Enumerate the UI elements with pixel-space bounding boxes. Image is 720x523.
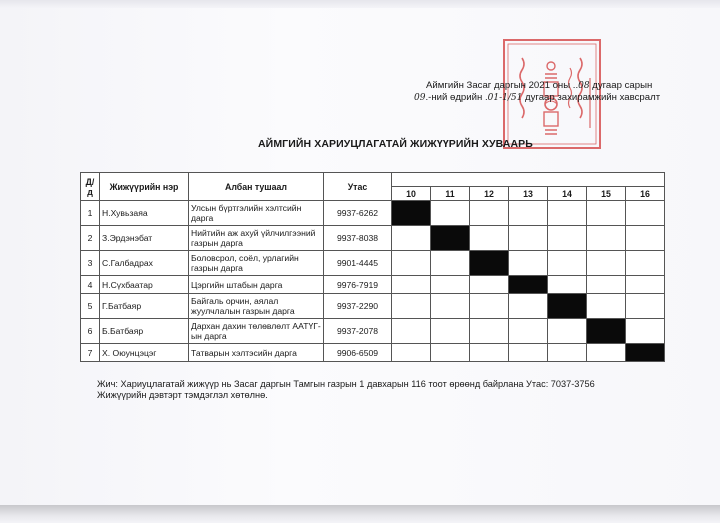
duty-day-cell (548, 251, 587, 276)
duty-officer-phone: 9937-8038 (324, 226, 392, 251)
scan-edge-top (0, 0, 720, 8)
col-header-day: 13 (509, 187, 548, 201)
scan-edge-bottom (0, 505, 720, 523)
table-row (81, 276, 665, 294)
duty-day-cell (548, 201, 587, 226)
duty-officer-position: Боловсрол, соёл, урлагийн газрын дарга (189, 251, 324, 276)
duty-day-cell (548, 319, 587, 344)
row-number: 1 (81, 201, 100, 226)
duty-day-cell (509, 251, 548, 276)
duty-officer-phone: 9937-2290 (324, 294, 392, 319)
duty-officer-phone: 9901-4445 (324, 251, 392, 276)
duty-day-cell (392, 251, 431, 276)
duty-day-cell (548, 276, 587, 294)
col-header-day: 12 (470, 187, 509, 201)
duty-officer-name: Н.Хувьзаяа (100, 201, 189, 226)
duty-day-cell (392, 344, 431, 362)
duty-day-cell (509, 226, 548, 251)
duty-officer-position: Байгаль орчин, аялал жуулчлалын газрын дарга (189, 294, 324, 319)
duty-day-cell (626, 294, 665, 319)
decree-attachment-note (414, 80, 661, 104)
duty-officer-name: С.Галбадрах (100, 251, 189, 276)
note-line-1: Аймгийн Засаг даргын 2021 оны ..08 дугаар сарын (426, 80, 653, 91)
row-number: 5 (81, 294, 100, 319)
table-row (81, 294, 665, 319)
handwritten-month: 08 (578, 81, 590, 91)
row-number: 7 (81, 344, 100, 362)
duty-day-cell-filled (548, 294, 587, 319)
duty-officer-phone: 9976-7919 (324, 276, 392, 294)
col-header-name: Жижүүрийн нэр (100, 173, 189, 201)
duty-officer-position: Нийтийн аж ахуй үйлчилгээний газрын дарга (189, 226, 324, 251)
duty-day-cell (626, 226, 665, 251)
duty-day-cell (587, 276, 626, 294)
duty-day-cell (392, 226, 431, 251)
duty-day-cell (470, 201, 509, 226)
duty-officer-position: Цэргийн штабын дарга (189, 276, 324, 294)
duty-officer-name: Н.Сүхбаатар (100, 276, 189, 294)
duty-schedule-table (80, 172, 665, 362)
duty-day-cell (470, 294, 509, 319)
duty-day-cell (587, 251, 626, 276)
duty-day-cell (626, 319, 665, 344)
duty-officer-position: Татварын хэлтэсийн дарга (189, 344, 324, 362)
duty-day-cell (626, 251, 665, 276)
duty-day-cell (431, 344, 470, 362)
col-header-no: Д/д (81, 173, 100, 201)
table-row (81, 226, 665, 251)
row-number: 4 (81, 276, 100, 294)
row-number: 2 (81, 226, 100, 251)
table-row (81, 344, 665, 362)
duty-day-cell (626, 201, 665, 226)
col-header-days-group (392, 173, 665, 187)
duty-day-cell (509, 201, 548, 226)
duty-day-cell-filled (587, 319, 626, 344)
duty-day-cell (392, 319, 431, 344)
duty-officer-phone: 9937-2078 (324, 319, 392, 344)
duty-day-cell-filled (626, 344, 665, 362)
duty-day-cell (626, 276, 665, 294)
duty-day-cell-filled (470, 251, 509, 276)
duty-day-cell (470, 319, 509, 344)
duty-day-cell (431, 276, 470, 294)
row-number: 3 (81, 251, 100, 276)
col-header-day: 10 (392, 187, 431, 201)
handwritten-decree-number: 01-1/51 (487, 93, 523, 103)
duty-officer-name: Б.Батбаяр (100, 319, 189, 344)
duty-day-cell (548, 226, 587, 251)
duty-day-cell (587, 294, 626, 319)
col-header-day: 16 (626, 187, 665, 201)
duty-day-cell (392, 276, 431, 294)
duty-officer-name: З.Эрдэнэбат (100, 226, 189, 251)
duty-day-cell (470, 226, 509, 251)
duty-officer-position: Улсын бүртгэлийн хэлтсийн дарга (189, 201, 324, 226)
duty-day-cell-filled (431, 226, 470, 251)
col-header-position: Албан тушаал (189, 173, 324, 201)
duty-day-cell (431, 294, 470, 319)
duty-day-cell (470, 276, 509, 294)
handwritten-day: 09 (414, 93, 426, 103)
table-row (81, 319, 665, 344)
duty-officer-position: Дархан дахин төлөвлөлт ААТҮГ-ын дарга (189, 319, 324, 344)
table-row (81, 201, 665, 226)
footnote (97, 379, 595, 400)
footnote-line-1: Жич: Хариуцлагатай жижүүр нь Засаг даргын Тамгын газрын 1 давхарын 116 тоот өрөөнд байрлана Утас: 7037-3756 (97, 379, 595, 389)
duty-day-cell (431, 319, 470, 344)
duty-officer-name: Г.Батбаяр (100, 294, 189, 319)
duty-day-cell-filled (509, 276, 548, 294)
duty-day-cell (431, 201, 470, 226)
duty-day-cell (509, 294, 548, 319)
duty-officer-phone: 9906-6509 (324, 344, 392, 362)
footnote-line-2: Жижүүрийн дэвтэрт тэмдэглэл хөтөлнө. (97, 389, 268, 400)
duty-day-cell (548, 344, 587, 362)
col-header-day: 14 (548, 187, 587, 201)
duty-day-cell (470, 344, 509, 362)
duty-day-cell (392, 294, 431, 319)
duty-officer-phone: 9937-6262 (324, 201, 392, 226)
table-header-row (81, 173, 665, 187)
col-header-day: 11 (431, 187, 470, 201)
note-line-2: 09.-ний өдрийн .01-1/51 дугаар захирамжийн хавсралт (414, 92, 661, 103)
duty-day-cell (587, 201, 626, 226)
duty-day-cell (431, 251, 470, 276)
col-header-day: 15 (587, 187, 626, 201)
duty-day-cell (587, 226, 626, 251)
duty-officer-name: Х. Оюунцэцэг (100, 344, 189, 362)
col-header-phone: Утас (324, 173, 392, 201)
duty-day-cell (509, 319, 548, 344)
duty-day-cell (587, 344, 626, 362)
duty-day-cell (509, 344, 548, 362)
table-row (81, 251, 665, 276)
document-title: АЙМГИЙН ХАРИУЦЛАГАТАЙ ЖИЖҮҮРИЙН ХУВААРЬ (258, 138, 533, 150)
row-number: 6 (81, 319, 100, 344)
duty-day-cell-filled (392, 201, 431, 226)
